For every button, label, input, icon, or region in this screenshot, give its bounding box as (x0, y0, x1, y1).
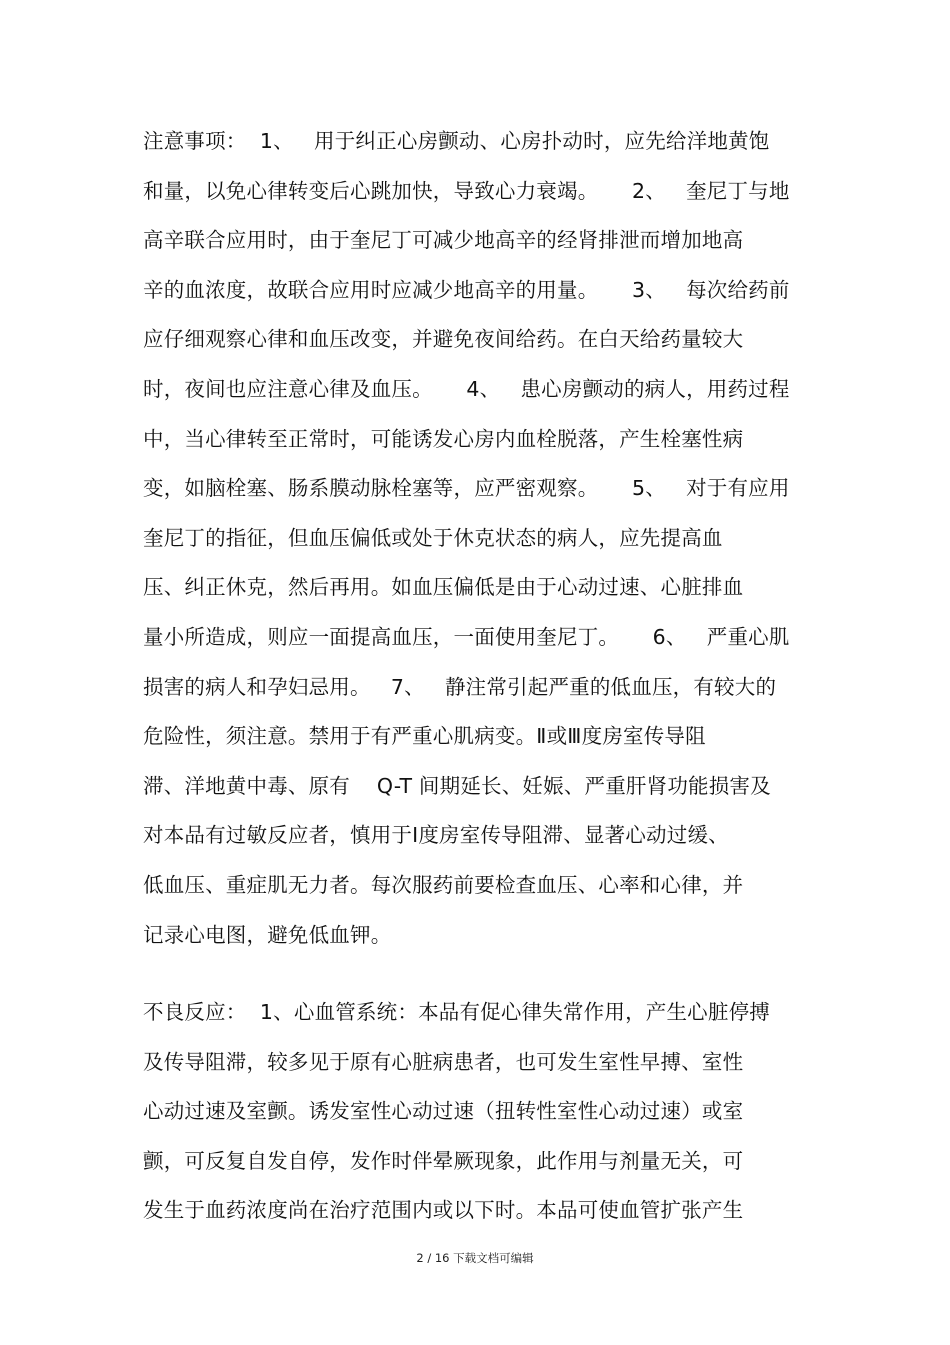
text-line: 辛的血浓度，故联合应用时应减少地高辛的用量。 3、 每次给药前 (143, 277, 790, 302)
adverse-reactions-paragraph (143, 988, 803, 1236)
text-line: 中，当心律转至正常时，可能诱发心房内血栓脱落，产生栓塞性病 (143, 426, 744, 451)
text-line: 及传导阻滞，较多见于原有心脏病患者，也可发生室性早搏、室性 (143, 1049, 744, 1074)
text-line: 低血压、重症肌无力者。每次服药前要检查血压、心率和心律，并 (143, 872, 744, 897)
text-line: 心动过速及室颤。诱发室性心动过速（扭转性室性心动过速）或室 (143, 1099, 744, 1124)
text-line: 注意事项： 1、 用于纠正心房颤动、心房扑动时，应先给洋地黄饱 (143, 129, 770, 153)
text-line: 发生于血药浓度尚在治疗范围内或以下时。本品可使血管扩张产生 (143, 1198, 744, 1223)
precautions-paragraph (143, 117, 803, 960)
page-number-label: 2 / 16 下载文档可编辑 (416, 1251, 534, 1265)
text-line: 记录心电图，避免低血钾。 (143, 922, 392, 947)
page-footer (0, 1250, 950, 1266)
text-line: 压、纠正休克，然后再用。如血压偏低是由于心动过速、心脏排血 (143, 575, 744, 600)
text-line: 损害的病人和孕妇忌用。 7、 静注常引起严重的低血压，有较大的 (143, 674, 777, 699)
text-line: 不良反应： 1、心血管系统：本品有促心律失常作用，产生心脏停搏 (143, 1000, 770, 1024)
text-line: 高辛联合应用时，由于奎尼丁可减少地高辛的经肾排泄而增加地高 (143, 228, 744, 253)
text-line: 变，如脑栓塞、肠系膜动脉栓塞等，应严密观察。 5、 对于有应用 (143, 476, 790, 501)
text-line: 时，夜间也应注意心律及血压。 4、 患心房颤动的病人，用药过程 (143, 376, 790, 401)
text-line: 和量，以免心律转变后心跳加快，导致心力衰竭。 2、 奎尼丁与地 (143, 178, 790, 203)
text-line: 应仔细观察心律和血压改变，并避免夜间给药。在白天给药量较大 (143, 327, 744, 352)
text-line: 量小所造成，则应一面提高血压，一面使用奎尼丁。 6、 严重心肌 (143, 624, 790, 649)
text-line: 滞、洋地黄中毒、原有 Q-T 间期延长、妊娠、严重肝肾功能损害及 (143, 773, 771, 798)
text-line: 奎尼丁的指征，但血压偏低或处于休克状态的病人，应先提高血 (143, 525, 723, 550)
text-line: 危险性，须注意。禁用于有严重心肌病变。Ⅱ或Ⅲ度房室传导阻 (143, 724, 706, 749)
text-line: 颤，可反复自发自停，发作时伴晕厥现象，此作用与剂量无关，可 (143, 1148, 744, 1173)
text-line: 对本品有过敏反应者，慎用于Ⅰ度房室传导阻滞、显著心动过缓、 (143, 823, 729, 848)
